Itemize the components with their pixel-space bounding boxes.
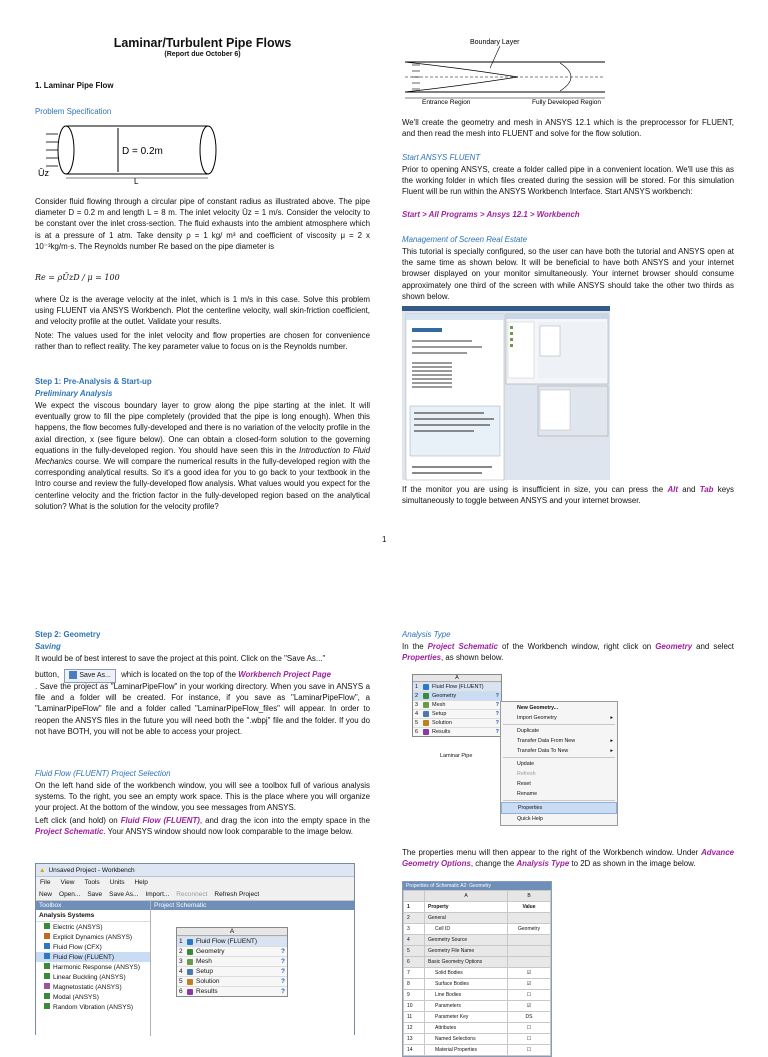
toolbox-system-label: Random Vibration (ANSYS)	[53, 1004, 134, 1011]
status-question-icon: ?	[281, 988, 285, 995]
properties-row[interactable]	[404, 990, 551, 1001]
cell-label: Mesh	[432, 702, 446, 708]
problem-spec-heading: Problem Specification	[35, 107, 112, 116]
properties-row[interactable]	[404, 1045, 551, 1056]
cell-icon	[423, 720, 429, 726]
status-question-icon: ?	[495, 702, 499, 708]
cell-label: Solution	[196, 978, 220, 985]
row-number: 7	[404, 968, 425, 979]
submenu-arrow-icon: ▸	[610, 748, 613, 754]
cell-number: 3	[415, 702, 419, 708]
property-value: Value	[508, 902, 551, 913]
toolbox-system-label: Modal (ANSYS)	[53, 994, 99, 1001]
toolbox-system-item[interactable]	[36, 982, 150, 992]
analysis-system-icon	[44, 953, 50, 959]
cell-number: 1	[415, 684, 419, 690]
system-block-cell[interactable]	[413, 709, 501, 718]
toolbox-system-label: Linear Buckling (ANSYS)	[53, 974, 126, 981]
property-name: Geometry Source	[425, 935, 508, 946]
toolbar-save-as[interactable]: Save As...	[109, 890, 139, 898]
cell-number: 3	[179, 958, 183, 965]
menu-tools[interactable]: Tools	[84, 879, 100, 886]
analysis-system-icon	[44, 933, 50, 939]
toolbox-system-item[interactable]	[36, 922, 150, 932]
workbench-project-page-link: Workbench Project Page	[238, 670, 332, 679]
entrance-region-label: Entrance Region	[422, 99, 471, 106]
analysis-type-heading: Analysis Type	[402, 630, 451, 639]
property-name: Parameter Key	[425, 1012, 508, 1023]
property-name: Named Selections	[425, 1034, 508, 1045]
row-number: 3	[404, 924, 425, 935]
toolbar-new[interactable]: New	[39, 890, 53, 898]
save-text-a: It would be of best interest to save the project at this point. Click on the "Save As..."	[35, 654, 326, 663]
developed-region-label: Fully Developed Region	[532, 99, 602, 106]
cell-number: 1	[179, 938, 183, 945]
property-name: Property	[425, 902, 508, 913]
cell-number: 2	[415, 693, 419, 699]
status-question-icon: ?	[281, 978, 285, 985]
workbench-menubar	[36, 877, 354, 888]
properties-row[interactable]	[404, 1023, 551, 1034]
menu-separator	[503, 800, 615, 801]
context-menu-item[interactable]: Transfer Data To New ▸	[517, 748, 613, 754]
save-as-button[interactable]: Save As...	[64, 669, 116, 683]
key-alt: Alt	[667, 485, 678, 494]
project-schematic-panel	[151, 901, 354, 1036]
toolbox-system-item[interactable]	[36, 972, 150, 982]
diameter-label: D = 0.2m	[122, 146, 163, 157]
context-menu-item[interactable]: Transfer Data From New ▸	[517, 738, 613, 744]
property-value	[508, 913, 551, 924]
row-number: 1	[404, 902, 425, 913]
key-tab: Tab	[699, 485, 714, 494]
properties-row[interactable]	[404, 979, 551, 990]
cell-label: Fluid Flow (FLUENT)	[196, 938, 258, 945]
fluid-flow-heading: Fluid Flow (FLUENT) Project Selection	[35, 769, 171, 778]
toolbox-system-label: Explicit Dynamics (ANSYS)	[53, 934, 133, 941]
cell-label: Results	[432, 729, 451, 735]
property-name: Line Bodies	[425, 990, 508, 1001]
context-menu-item[interactable]: Properties	[501, 802, 617, 814]
cell-number: 4	[179, 968, 183, 975]
row-number: 4	[404, 935, 425, 946]
properties-row[interactable]	[404, 913, 551, 924]
title-block	[35, 38, 370, 60]
context-menu	[500, 701, 618, 826]
properties-row[interactable]	[404, 935, 551, 946]
analysis-system-icon	[44, 993, 50, 999]
properties-panel	[402, 881, 552, 1057]
cell-number: 6	[415, 729, 419, 735]
toolbox-system-label: Fluid Flow (FLUENT)	[53, 954, 115, 961]
cell-icon	[187, 979, 193, 985]
menu-separator	[503, 757, 615, 758]
row-number: 13	[404, 1034, 425, 1045]
property-value	[508, 935, 551, 946]
toolbox-system-label: Fluid Flow (CFX)	[53, 944, 102, 951]
analysis-system-icon	[44, 973, 50, 979]
toolbox-system-label: Electric (ANSYS)	[53, 924, 103, 931]
cell-icon	[423, 693, 429, 699]
cell-label: Setup	[432, 711, 447, 717]
save-text-c: . Save the project as "LaminarPipeFlow" in your working directory. When you save in ANSYS a file and a folder will be created. For instance, if you save as "LaminarPipeFlow", a "LaminarPipeFlow" file and a folder called "LaminarPipeFlow_files" will appear. In order to reopen the ANSYS files in the future you will need both the ".wbpj" file and the folder. If you do not have BOTH, you will not be able to access your project.	[35, 682, 370, 736]
submenu-arrow-icon: ▸	[610, 715, 613, 721]
workbench-title: Unsaved Project - Workbench	[48, 866, 135, 874]
row-number: 5	[404, 946, 425, 957]
status-question-icon: ?	[281, 948, 285, 955]
property-value: ☐	[508, 990, 551, 1001]
property-name: Attributes	[425, 1023, 508, 1034]
menu-help[interactable]: Help	[134, 879, 148, 886]
system-block-cell[interactable]	[177, 986, 287, 996]
property-name: Cell ID	[425, 924, 508, 935]
property-value: ☐	[508, 1034, 551, 1045]
cell-icon	[187, 969, 193, 975]
analysis-system-icon	[44, 963, 50, 969]
toolbar-save[interactable]: Save	[87, 890, 103, 898]
property-value: ☐	[508, 1023, 551, 1034]
system-block-cell[interactable]	[177, 976, 287, 986]
property-value: ☑	[508, 979, 551, 990]
properties-table	[403, 890, 551, 1056]
velocity-label: Ūz	[38, 168, 49, 178]
analysis-system-icon	[44, 923, 50, 929]
properties-col-header: A B	[404, 891, 551, 902]
page-number: 1	[382, 535, 387, 544]
toolbox-panel	[36, 901, 151, 1036]
problem-text: Consider fluid flowing through a circular pipe of constant radius as illustrated above. The pipe diameter D = 0.2 m and length L = 8 m. The inlet velocity Ūz = 1 m/s. Consider the velocity to be constant over the inlet cross-section. The fluid exhausts into the ambient atmosphere which is at a pressure of 1 atm. Take density ρ = 1 kg/ m³ and coefficient of viscosity μ = 2 x 10⁻³kg/m·s. The Reynolds number Re based on the pipe diameter is	[35, 197, 370, 251]
system-block-cell[interactable]	[177, 946, 287, 956]
save-as-icon	[69, 671, 77, 679]
ansys-logo-icon: ▲	[39, 866, 46, 874]
property-value: ☑	[508, 1001, 551, 1012]
property-name: Basic Geometry Options	[425, 957, 508, 968]
property-name: Material Properties	[425, 1045, 508, 1056]
analysis-system-icon	[44, 983, 50, 989]
row-number: 10	[404, 1001, 425, 1012]
properties-row[interactable]	[404, 946, 551, 957]
cell-icon	[423, 711, 429, 717]
system-block-cell[interactable]	[177, 966, 287, 976]
cell-icon	[187, 939, 193, 945]
toolbox-title: Toolbox	[36, 901, 150, 910]
cell-label: Mesh	[196, 958, 212, 965]
row-number: 2	[404, 913, 425, 924]
context-menu-item[interactable]: Import Geometry ▸	[517, 715, 613, 721]
row-number: 14	[404, 1045, 425, 1056]
cell-icon	[187, 959, 193, 965]
property-value: ☐	[508, 1045, 551, 1056]
start-ansys-text: Prior to opening ANSYS, create a folder called pipe in a convenient location. We'll use this as the working folder in which files created during the session will be stored. For this simulation Fluent will be run within the ANSYS Workbench Interface. Start ANSYS workbench:	[402, 165, 734, 197]
toolbox-system-label: Harmonic Response (ANSYS)	[53, 964, 141, 971]
properties-row[interactable]	[404, 957, 551, 968]
property-value	[508, 946, 551, 957]
property-value: ☑	[508, 968, 551, 979]
context-menu-item[interactable]: Reset	[517, 781, 531, 787]
properties-row[interactable]	[404, 1034, 551, 1045]
toolbar-import[interactable]: Import...	[145, 890, 170, 898]
menu-file[interactable]: File	[40, 879, 51, 886]
toolbox-system-item[interactable]	[36, 952, 150, 962]
status-question-icon: ?	[495, 693, 499, 699]
properties-row[interactable]	[404, 902, 551, 913]
status-question-icon: ?	[495, 711, 499, 717]
toolbar-open[interactable]: Open...	[59, 890, 81, 898]
cell-icon	[187, 949, 193, 955]
project-schematic-title: Project Schematic	[151, 901, 354, 910]
cell-number: 2	[179, 948, 183, 955]
cell-number: 6	[179, 988, 183, 995]
screen-layout-screenshot	[402, 306, 610, 480]
property-value: DS	[508, 1012, 551, 1023]
reynolds-equation: Re = ρŪzD / μ = 100	[35, 273, 120, 282]
context-menu-item[interactable]: Rename	[517, 791, 538, 797]
mgmt-heading: Management of Screen Real Estate	[402, 235, 528, 244]
property-value	[508, 957, 551, 968]
boundary-layer-diagram	[400, 34, 610, 106]
bl-top-label: Boundary Layer	[470, 39, 520, 46]
document-subtitle: (Report due October 6)	[164, 51, 241, 59]
system-block-cell[interactable]	[177, 956, 287, 966]
properties-text: The properties menu will then appear to the right of the Workbench window. Under Advance Geometry Options, change the Analysis Type to 2D as shown in the image below.	[402, 848, 734, 869]
save-text-line: button, Save As... which is located on the top of the Workbench Project Page	[35, 669, 370, 683]
status-question-icon: ?	[495, 720, 499, 726]
context-block[interactable]: A 1 Fluid Flow (FLUENT) 2 Geometry ? 3 Mesh ? 4 Setup ? 5 Solution ? 6 Results ?	[412, 674, 502, 737]
context-menu-item[interactable]: Refresh	[517, 771, 536, 777]
step1-heading: Step 1: Pre-Analysis & Start-up	[35, 377, 152, 386]
cell-label: Fluid Flow (FLUENT)	[432, 684, 484, 690]
property-value: Geometry	[508, 924, 551, 935]
status-question-icon: ?	[281, 968, 285, 975]
fluid-flow-text2: Left click (and hold) on Fluid Flow (FLUENT), and drag the icon into the empty space in the Project Schematic. Your ANSYS window should now look comparable to the image below.	[35, 816, 370, 837]
section-heading-laminar: 1. Laminar Pipe Flow	[35, 81, 114, 90]
row-number: 11	[404, 1012, 425, 1023]
context-menu-item[interactable]: Update	[517, 761, 535, 767]
analysis-type-text: In the Project Schematic of the Workbench window, right click on Geometry and select Properties, as shown below.	[402, 642, 734, 663]
system-block-cell[interactable]	[413, 691, 501, 700]
start-path: Start > All Programs > Ansys 12.1 > Workbench	[402, 210, 580, 219]
cell-icon	[187, 989, 193, 995]
property-name: Solid Bodies	[425, 968, 508, 979]
cell-number: 4	[415, 711, 419, 717]
step2-heading: Step 2: Geometry	[35, 630, 101, 639]
analysis-system-icon	[44, 943, 50, 949]
cell-label: Geometry	[432, 693, 457, 699]
cell-label: Results	[196, 988, 218, 995]
cell-label: Geometry	[196, 948, 225, 955]
screen-caption: If the monitor you are using is insufficient in size, you can press the Alt and Tab keys simultaneously to toggle between ANSYS and your internet browser.	[402, 485, 734, 506]
cell-icon	[423, 702, 429, 708]
cell-label: Setup	[196, 968, 213, 975]
system-block-cell[interactable]	[413, 718, 501, 727]
context-block-caption: Laminar Pipe	[440, 753, 473, 759]
property-name: General	[425, 913, 508, 924]
row-number: 8	[404, 979, 425, 990]
toolbox-system-item[interactable]	[36, 942, 150, 952]
length-label: L	[134, 177, 139, 186]
menu-view[interactable]: View	[60, 879, 75, 886]
pipe-diagram	[38, 122, 238, 184]
workbench-titlebar	[36, 864, 354, 877]
status-question-icon: ?	[281, 958, 285, 965]
property-name: Parameters	[425, 1001, 508, 1012]
toolbar-refresh[interactable]: Refresh Project	[214, 890, 260, 898]
document-title: Laminar/Turbulent Pipe Flows	[113, 36, 292, 50]
submenu-arrow-icon: ▸	[610, 738, 613, 744]
prelim-heading: Preliminary Analysis	[35, 389, 113, 398]
prelim-text: We expect the viscous boundary layer to grow along the pipe starting at the inlet. It will eventually grow to fill the pipe completely (provided that the pipe is long enough). When this happens, the flow becomes fully-developed and there is no variation of the velocity profile in the axial direction, x (see figure below). One can obtain a closed-form solution to the governing equations in the fully-developed region. You should have seen this in the Introduction to Fluid Mechanics course. We will compare the numerical results in the fully-developed region with the corresponding analytical results. So it's a good idea for you to go back to your textbook in the Intro course and review the fully-developed flow analysis. What values would you expect for the centerline velocity and the friction factor in the fully-developed region based on the analytical solution? What is the solution for the velocity profile?	[35, 401, 370, 511]
row-number: 12	[404, 1023, 425, 1034]
analysis-systems-header[interactable]: Analysis Systems	[36, 910, 150, 922]
toolbox-system-item[interactable]	[36, 962, 150, 972]
intro-right-text: We'll create the geometry and mesh in ANSYS 12.1 which is the preprocessor for FLUENT, and then read the mesh into FLUENT and solve for the flow solution.	[402, 118, 734, 139]
page-gap	[0, 556, 768, 615]
fluid-flow-text: On the left hand side of the workbench window, you will see a toolbox full of various analysis systems. To the right, you see an empty work space. This is the place where you will organize your project. At the bottom of the window, you see messages from ANSYS.	[35, 781, 370, 813]
menu-units[interactable]: Units	[109, 879, 125, 886]
toolbox-system-item[interactable]	[36, 932, 150, 942]
context-menu-item[interactable]: Quick Help	[517, 816, 543, 822]
system-block-cell[interactable]	[413, 700, 501, 709]
menu-separator	[503, 724, 615, 725]
system-block-cell[interactable]	[413, 727, 501, 736]
context-menu-item[interactable]: Duplicate	[517, 728, 540, 734]
cell-number: 5	[179, 978, 183, 985]
note-text: Note: The values used for the inlet velocity and flow properties are chosen for convenience rather than to reflect reality. The key parameter value to focus on is the Reynolds number.	[35, 331, 370, 352]
analysis-system-icon	[44, 1003, 50, 1009]
row-number: 6	[404, 957, 425, 968]
toolbox-system-label: Magnetostatic (ANSYS)	[53, 984, 122, 991]
properties-row[interactable]	[404, 924, 551, 935]
toolbar-reconnect[interactable]: Reconnect	[176, 890, 208, 898]
row-number: 9	[404, 990, 425, 1001]
where-text: where Ūz is the average velocity at the inlet, which is 1 m/s in this case. Solve this problem using FLUENT via ANSYS Workbench. Plot the centerline velocity, wall skin-friction coefficient, and velocity profile at the outlet. Validate your results.	[35, 295, 370, 327]
properties-title: Properties of Schematic A2: Geometry	[403, 882, 551, 890]
start-ansys-heading: Start ANSYS FLUENT	[402, 153, 481, 162]
toolbox-system-item[interactable]	[36, 1002, 150, 1012]
properties-row[interactable]	[404, 968, 551, 979]
toolbox-system-item[interactable]	[36, 992, 150, 1002]
mgmt-text: This tutorial is specially configured, so the user can have both the tutorial and ANSYS open at the same time as shown below. It will be beneficial to have both ANSYS and your internet browser displayed on your monitor simultaneously. Your internet browser should consume approximately one third of the screen with while ANSYS should take the other two thirds as shown below.	[402, 247, 734, 301]
properties-row[interactable]	[404, 1001, 551, 1012]
cell-icon	[423, 729, 429, 735]
page-2	[0, 615, 768, 1053]
cell-label: Solution	[432, 720, 452, 726]
workbench-toolbar	[36, 888, 354, 901]
cell-icon	[423, 684, 429, 690]
properties-row[interactable]	[404, 1012, 551, 1023]
saving-heading: Saving	[35, 642, 61, 651]
cell-number: 5	[415, 720, 419, 726]
system-block-title-row[interactable]	[413, 682, 501, 691]
analysis-systems-list	[36, 922, 150, 1012]
system-block-title-row[interactable]	[177, 936, 287, 946]
fluid-flow-system-block[interactable]: A 1 Fluid Flow (FLUENT) 2 Geometry ? 3 Mesh ? 4 Setup ? 5 Solution ? 6 Results ?	[176, 927, 288, 997]
property-name: Geometry File Name	[425, 946, 508, 957]
workbench-window	[35, 863, 355, 1035]
status-question-icon: ?	[495, 729, 499, 735]
context-menu-item[interactable]: New Geometry...	[517, 705, 559, 711]
property-name: Surface Bodies	[425, 979, 508, 990]
